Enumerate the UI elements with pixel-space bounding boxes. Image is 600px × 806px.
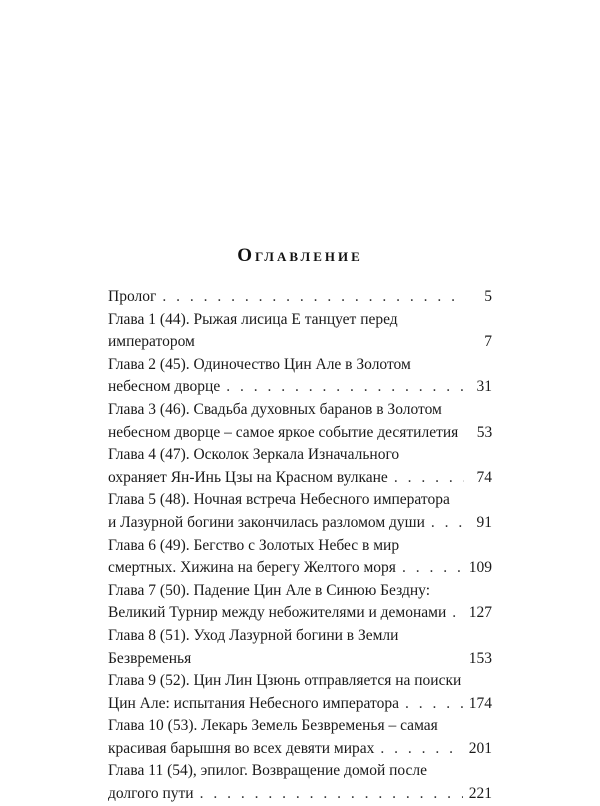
toc-entry-line — [108, 625, 492, 648]
toc-entry-line — [108, 467, 492, 490]
toc-page-number: 153 — [468, 649, 492, 667]
toc-entry — [108, 670, 492, 715]
toc-entry-line — [108, 422, 492, 445]
toc-page-number: 5 — [484, 288, 492, 305]
toc-dot-leader — [380, 738, 462, 761]
toc-entry-line — [108, 760, 492, 783]
toc-entry-line — [108, 693, 492, 716]
toc-page-number: 74 — [476, 468, 492, 486]
toc-entry-title: Глава 1 (44). Рыжая лисица Е танцует перед — [108, 310, 398, 328]
toc-entry-line — [108, 444, 492, 467]
toc-entry — [108, 354, 492, 399]
toc-dot-leader — [226, 376, 464, 399]
toc-dot-leader — [402, 557, 463, 580]
toc-entry-title: Глава 10 (53). Лекарь Земель Безвременья – самая — [108, 717, 438, 735]
table-of-contents — [108, 286, 492, 806]
toc-dot-leader — [162, 286, 464, 309]
toc-entry — [108, 760, 492, 805]
toc-entry-line — [108, 512, 492, 535]
toc-entry-title: небесном дворце – самое яркое событие десятилетия — [108, 423, 459, 441]
toc-dot-leader — [394, 467, 464, 490]
toc-entry-title: Цин Але: испытания Небесного императора — [108, 694, 399, 712]
toc-page-number: 31 — [476, 378, 492, 396]
toc-entry-title: Глава 6 (49). Бегство с Золотых Небес в мир — [108, 536, 400, 554]
toc-entry — [108, 625, 492, 670]
toc-entry-line — [108, 399, 492, 422]
toc-entry — [108, 715, 492, 760]
toc-entry-title: Глава 7 (50). Падение Цин Але в Синюю Бездну: — [108, 581, 431, 599]
toc-page-number: 91 — [476, 513, 492, 531]
toc-dot-leader — [405, 693, 463, 716]
toc-entry-title: смертных. Хижина на берегу Желтого моря — [108, 559, 396, 577]
toc-entry-title: Глава 2 (45). Одиночество Цин Але в Золотом — [108, 355, 411, 373]
toc-entry-line — [108, 489, 492, 512]
toc-entry-line — [108, 715, 492, 738]
toc-entry-line — [108, 783, 492, 806]
toc-entry-title: Глава 9 (52). Цин Лин Цзюнь отправляется на поиски — [108, 672, 462, 690]
toc-page-number: 109 — [468, 559, 492, 577]
toc-entry-title: Великий Турнир между небожителями и демонами — [108, 604, 447, 622]
toc-entry — [108, 399, 492, 444]
toc-page-number: 127 — [468, 604, 492, 622]
toc-entry — [108, 286, 492, 309]
toc-entry-title: охраняет Ян-Инь Цзы на Красном вулкане — [108, 468, 388, 486]
toc-entry-line — [108, 602, 492, 625]
toc-entry-line — [108, 309, 492, 332]
toc-entry-line — [108, 738, 492, 761]
toc-entry-title: Глава 5 (48). Ночная встреча Небесного императора — [108, 491, 450, 509]
toc-entry-title: красивая барышня во всех девяти мирах — [108, 739, 375, 757]
toc-entry-line — [108, 331, 492, 354]
toc-entry-title: Пролог — [108, 288, 157, 305]
toc-entry-line — [108, 376, 492, 399]
toc-entry-title: Глава 11 (54), эпилог. Возвращение домой после — [108, 762, 428, 780]
toc-heading: Оглавление — [237, 245, 363, 266]
toc-entry-title: долгого пути — [108, 785, 194, 803]
toc-entry-title: Глава 3 (46). Свадьба духовных баранов в Золотом — [108, 400, 442, 418]
toc-page-number: 221 — [468, 785, 492, 803]
toc-entry-line — [108, 286, 492, 309]
toc-entry-line — [108, 557, 492, 580]
toc-dot-leader — [431, 512, 464, 535]
toc-entry-title: небесном дворце — [108, 378, 221, 396]
toc-entry-line — [108, 535, 492, 558]
toc-entry-line — [108, 648, 492, 671]
toc-page-number: 7 — [484, 333, 492, 351]
toc-dot-leader — [452, 602, 462, 625]
toc-entry-line — [108, 670, 492, 693]
toc-entry — [108, 489, 492, 534]
toc-page-number: 201 — [468, 739, 492, 757]
toc-entry-title: Глава 8 (51). Уход Лазурной богини в Земли — [108, 626, 399, 644]
toc-dot-leader — [200, 783, 463, 806]
toc-entry — [108, 444, 492, 489]
toc-entry — [108, 535, 492, 580]
toc-entry-title: и Лазурной богини закончилась разломом души — [108, 513, 425, 531]
toc-entry — [108, 309, 492, 354]
toc-entry-title: Безвременья — [108, 649, 192, 667]
toc-page-number: 174 — [468, 694, 492, 712]
toc-entry-line — [108, 580, 492, 603]
toc-entry-title: императором — [108, 333, 195, 351]
toc-entry-title: Глава 4 (47). Осколок Зеркала Изначального — [108, 446, 400, 464]
toc-page-number: 53 — [476, 423, 493, 441]
toc-entry-line — [108, 354, 492, 377]
toc-entry — [108, 580, 492, 625]
